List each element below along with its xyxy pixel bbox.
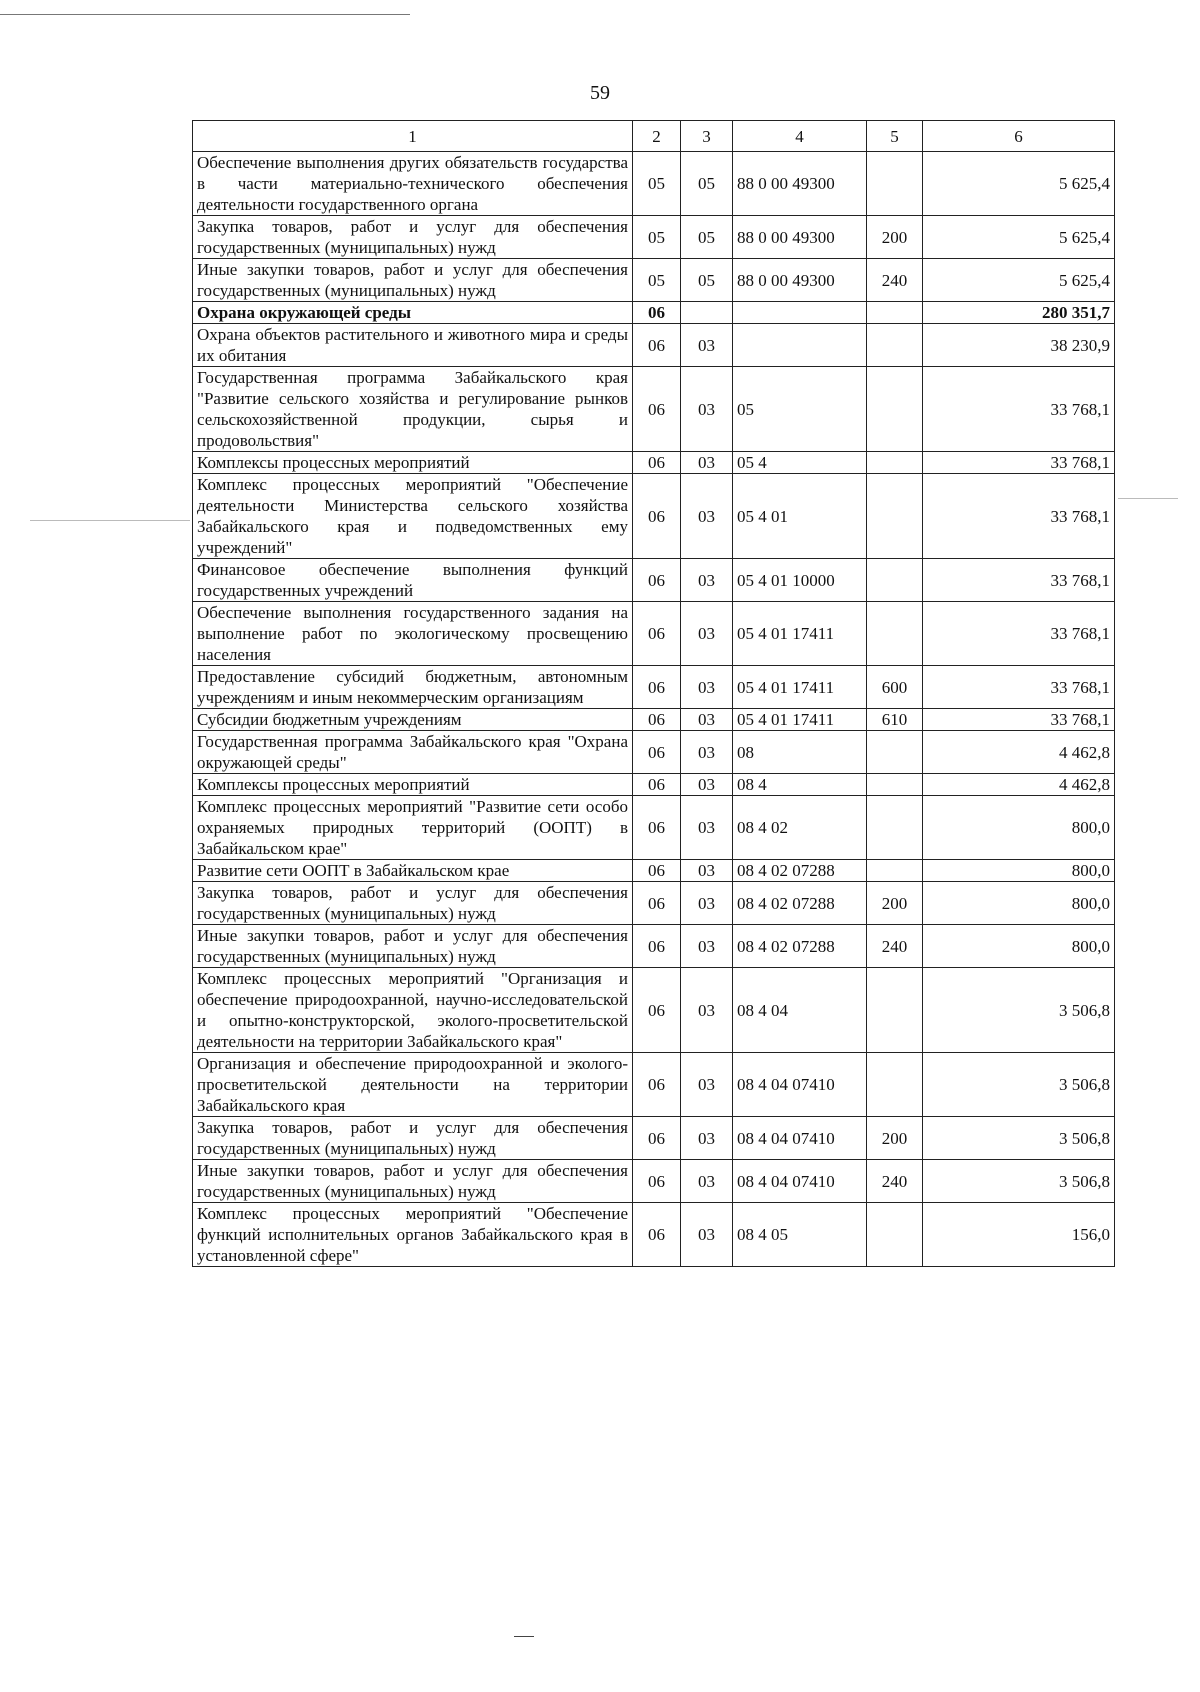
- expense-type-cell: 240: [867, 1160, 923, 1203]
- amount-cell: 33 768,1: [923, 452, 1115, 474]
- expense-type-cell: [867, 774, 923, 796]
- item-name-cell: Закупка товаров, работ и услуг для обеспечения государственных (муниципальных) нужд: [193, 216, 633, 259]
- expense-type-cell: [867, 559, 923, 602]
- target-article-cell: [733, 302, 867, 324]
- table-row: [193, 1053, 1115, 1117]
- section-code-cell: 06: [633, 925, 681, 968]
- target-article-cell: 08 4 04 07410: [733, 1053, 867, 1117]
- expense-type-cell: [867, 602, 923, 666]
- amount-cell: 5 625,4: [923, 259, 1115, 302]
- amount-cell: 4 462,8: [923, 774, 1115, 796]
- subsection-code-cell: [681, 302, 733, 324]
- section-code-cell: 06: [633, 1053, 681, 1117]
- amount-cell: 33 768,1: [923, 474, 1115, 559]
- table-row: [193, 302, 1115, 324]
- subsection-code-cell: 03: [681, 882, 733, 925]
- item-name-cell: Закупка товаров, работ и услуг для обеспечения государственных (муниципальных) нужд: [193, 882, 633, 925]
- column-header: 1: [193, 121, 633, 152]
- target-article-cell: 88 0 00 49300: [733, 216, 867, 259]
- table-row: [193, 666, 1115, 709]
- item-name-cell: Комплекс процессных мероприятий "Организация и обеспечение природоохранной, научно-исследовательской и опытно-конструкторской, эколого-просветительской деятельности на территории Забайкальского края": [193, 968, 633, 1053]
- subsection-code-cell: 03: [681, 796, 733, 860]
- expense-type-cell: [867, 324, 923, 367]
- subsection-code-cell: 05: [681, 152, 733, 216]
- table-row: [193, 367, 1115, 452]
- target-article-cell: 08 4 04 07410: [733, 1160, 867, 1203]
- amount-cell: 3 506,8: [923, 968, 1115, 1053]
- subsection-code-cell: 03: [681, 774, 733, 796]
- subsection-code-cell: 03: [681, 452, 733, 474]
- item-name-cell: Развитие сети ООПТ в Забайкальском крае: [193, 860, 633, 882]
- subsection-code-cell: 05: [681, 216, 733, 259]
- table-row: [193, 559, 1115, 602]
- item-name-cell: Иные закупки товаров, работ и услуг для обеспечения государственных (муниципальных) нужд: [193, 1160, 633, 1203]
- table-row: [193, 452, 1115, 474]
- amount-cell: 800,0: [923, 796, 1115, 860]
- amount-cell: 3 506,8: [923, 1160, 1115, 1203]
- target-article-cell: 05 4 01 17411: [733, 709, 867, 731]
- item-name-cell: Иные закупки товаров, работ и услуг для обеспечения государственных (муниципальных) нужд: [193, 259, 633, 302]
- amount-cell: 800,0: [923, 882, 1115, 925]
- item-name-cell: Закупка товаров, работ и услуг для обеспечения государственных (муниципальных) нужд: [193, 1117, 633, 1160]
- table-row: [193, 1203, 1115, 1267]
- target-article-cell: 05 4 01 17411: [733, 602, 867, 666]
- section-code-cell: 06: [633, 731, 681, 774]
- section-code-cell: 06: [633, 709, 681, 731]
- section-code-cell: 06: [633, 452, 681, 474]
- target-article-cell: 08 4 02: [733, 796, 867, 860]
- item-name-cell: Предоставление субсидий бюджетным, автономным учреждениям и иным некоммерческим организациям: [193, 666, 633, 709]
- subsection-code-cell: 03: [681, 1203, 733, 1267]
- section-code-cell: 06: [633, 796, 681, 860]
- subsection-code-cell: 03: [681, 968, 733, 1053]
- section-code-cell: 06: [633, 1117, 681, 1160]
- item-name-cell: Охрана окружающей среды: [193, 302, 633, 324]
- table-row: [193, 796, 1115, 860]
- table-row: [193, 259, 1115, 302]
- table-row: [193, 1160, 1115, 1203]
- table-row: [193, 925, 1115, 968]
- column-header: 4: [733, 121, 867, 152]
- subsection-code-cell: 03: [681, 666, 733, 709]
- column-header: 5: [867, 121, 923, 152]
- item-name-cell: Комплекс процессных мероприятий "Обеспечение деятельности Министерства сельского хозяйства Забайкальского края и подведомственных ему учреждений": [193, 474, 633, 559]
- subsection-code-cell: 03: [681, 367, 733, 452]
- subsection-code-cell: 03: [681, 925, 733, 968]
- expense-type-cell: 200: [867, 216, 923, 259]
- section-code-cell: 05: [633, 259, 681, 302]
- amount-cell: 33 768,1: [923, 602, 1115, 666]
- table-row: [193, 968, 1115, 1053]
- expense-type-cell: 610: [867, 709, 923, 731]
- section-code-cell: 06: [633, 302, 681, 324]
- expense-type-cell: [867, 968, 923, 1053]
- amount-cell: 156,0: [923, 1203, 1115, 1267]
- subsection-code-cell: 03: [681, 1117, 733, 1160]
- budget-table: [192, 120, 1115, 1267]
- column-header: 2: [633, 121, 681, 152]
- subsection-code-cell: 03: [681, 559, 733, 602]
- subsection-code-cell: 03: [681, 709, 733, 731]
- scan-artifact-line: [0, 14, 410, 15]
- table-row: [193, 860, 1115, 882]
- item-name-cell: Комплексы процессных мероприятий: [193, 452, 633, 474]
- subsection-code-cell: 03: [681, 602, 733, 666]
- target-article-cell: 88 0 00 49300: [733, 259, 867, 302]
- item-name-cell: Комплекс процессных мероприятий "Развитие сети особо охраняемых природных территорий (ООПТ) в Забайкальском крае": [193, 796, 633, 860]
- item-name-cell: Финансовое обеспечение выполнения функций государственных учреждений: [193, 559, 633, 602]
- expense-type-cell: 240: [867, 259, 923, 302]
- item-name-cell: Иные закупки товаров, работ и услуг для обеспечения государственных (муниципальных) нужд: [193, 925, 633, 968]
- section-code-cell: 06: [633, 774, 681, 796]
- amount-cell: 800,0: [923, 925, 1115, 968]
- amount-cell: 4 462,8: [923, 731, 1115, 774]
- section-code-cell: 05: [633, 152, 681, 216]
- section-code-cell: 06: [633, 474, 681, 559]
- amount-cell: 280 351,7: [923, 302, 1115, 324]
- target-article-cell: 08: [733, 731, 867, 774]
- item-name-cell: Обеспечение выполнения других обязательств государства в части материально-технического обеспечения деятельности государственного органа: [193, 152, 633, 216]
- expense-type-cell: [867, 302, 923, 324]
- scan-artifact-mark: [514, 1636, 534, 1637]
- expense-type-cell: [867, 152, 923, 216]
- section-code-cell: 06: [633, 559, 681, 602]
- item-name-cell: Государственная программа Забайкальского края "Развитие сельского хозяйства и регулирование рынков сельскохозяйственной продукции, сырья и продовольствия": [193, 367, 633, 452]
- target-article-cell: 88 0 00 49300: [733, 152, 867, 216]
- item-name-cell: Государственная программа Забайкальского края "Охрана окружающей среды": [193, 731, 633, 774]
- subsection-code-cell: 03: [681, 1160, 733, 1203]
- target-article-cell: 05: [733, 367, 867, 452]
- expense-type-cell: [867, 860, 923, 882]
- section-code-cell: 06: [633, 367, 681, 452]
- target-article-cell: 05 4: [733, 452, 867, 474]
- section-code-cell: 06: [633, 882, 681, 925]
- section-code-cell: 06: [633, 860, 681, 882]
- section-code-cell: 06: [633, 1160, 681, 1203]
- subsection-code-cell: 03: [681, 474, 733, 559]
- expense-type-cell: 200: [867, 882, 923, 925]
- scan-artifact-line: [1118, 498, 1178, 499]
- amount-cell: 33 768,1: [923, 367, 1115, 452]
- amount-cell: 3 506,8: [923, 1117, 1115, 1160]
- amount-cell: 33 768,1: [923, 559, 1115, 602]
- expense-type-cell: 240: [867, 925, 923, 968]
- table-body: [193, 152, 1115, 1267]
- expense-type-cell: [867, 1203, 923, 1267]
- amount-cell: 5 625,4: [923, 216, 1115, 259]
- table-row: [193, 152, 1115, 216]
- item-name-cell: Организация и обеспечение природоохранной и эколого-просветительской деятельности на территории Забайкальского края: [193, 1053, 633, 1117]
- amount-cell: 800,0: [923, 860, 1115, 882]
- target-article-cell: 05 4 01: [733, 474, 867, 559]
- amount-cell: 33 768,1: [923, 666, 1115, 709]
- section-code-cell: 06: [633, 1203, 681, 1267]
- amount-cell: 38 230,9: [923, 324, 1115, 367]
- subsection-code-cell: 03: [681, 1053, 733, 1117]
- item-name-cell: Комплекс процессных мероприятий "Обеспечение функций исполнительных органов Забайкальского края в установленной сфере": [193, 1203, 633, 1267]
- column-header: 6: [923, 121, 1115, 152]
- item-name-cell: Субсидии бюджетным учреждениям: [193, 709, 633, 731]
- target-article-cell: 05 4 01 10000: [733, 559, 867, 602]
- section-code-cell: 06: [633, 666, 681, 709]
- table-row: [193, 882, 1115, 925]
- section-code-cell: 06: [633, 324, 681, 367]
- expense-type-cell: [867, 474, 923, 559]
- expense-type-cell: [867, 452, 923, 474]
- expense-type-cell: [867, 731, 923, 774]
- table-row: [193, 1117, 1115, 1160]
- table-row: [193, 474, 1115, 559]
- target-article-cell: 08 4 02 07288: [733, 925, 867, 968]
- column-header: 3: [681, 121, 733, 152]
- table-row: [193, 731, 1115, 774]
- target-article-cell: 08 4 02 07288: [733, 860, 867, 882]
- expense-type-cell: 600: [867, 666, 923, 709]
- expense-type-cell: 200: [867, 1117, 923, 1160]
- target-article-cell: [733, 324, 867, 367]
- section-code-cell: 06: [633, 602, 681, 666]
- item-name-cell: Охрана объектов растительного и животного мира и среды их обитания: [193, 324, 633, 367]
- amount-cell: 3 506,8: [923, 1053, 1115, 1117]
- table-row: [193, 602, 1115, 666]
- table-row: [193, 324, 1115, 367]
- target-article-cell: 08 4 02 07288: [733, 882, 867, 925]
- expense-type-cell: [867, 367, 923, 452]
- expense-type-cell: [867, 1053, 923, 1117]
- item-name-cell: Обеспечение выполнения государственного задания на выполнение работ по экологическому просвещению населения: [193, 602, 633, 666]
- target-article-cell: 05 4 01 17411: [733, 666, 867, 709]
- item-name-cell: Комплексы процессных мероприятий: [193, 774, 633, 796]
- subsection-code-cell: 05: [681, 259, 733, 302]
- section-code-cell: 06: [633, 968, 681, 1053]
- target-article-cell: 08 4 05: [733, 1203, 867, 1267]
- subsection-code-cell: 03: [681, 731, 733, 774]
- target-article-cell: 08 4 04: [733, 968, 867, 1053]
- target-article-cell: 08 4 04 07410: [733, 1117, 867, 1160]
- table-row: [193, 216, 1115, 259]
- scan-artifact-line: [30, 520, 190, 521]
- target-article-cell: 08 4: [733, 774, 867, 796]
- subsection-code-cell: 03: [681, 860, 733, 882]
- page-number: 59: [590, 82, 610, 104]
- table-header-row: [193, 121, 1115, 152]
- expense-type-cell: [867, 796, 923, 860]
- table-row: [193, 774, 1115, 796]
- amount-cell: 33 768,1: [923, 709, 1115, 731]
- table-row: [193, 709, 1115, 731]
- amount-cell: 5 625,4: [923, 152, 1115, 216]
- subsection-code-cell: 03: [681, 324, 733, 367]
- section-code-cell: 05: [633, 216, 681, 259]
